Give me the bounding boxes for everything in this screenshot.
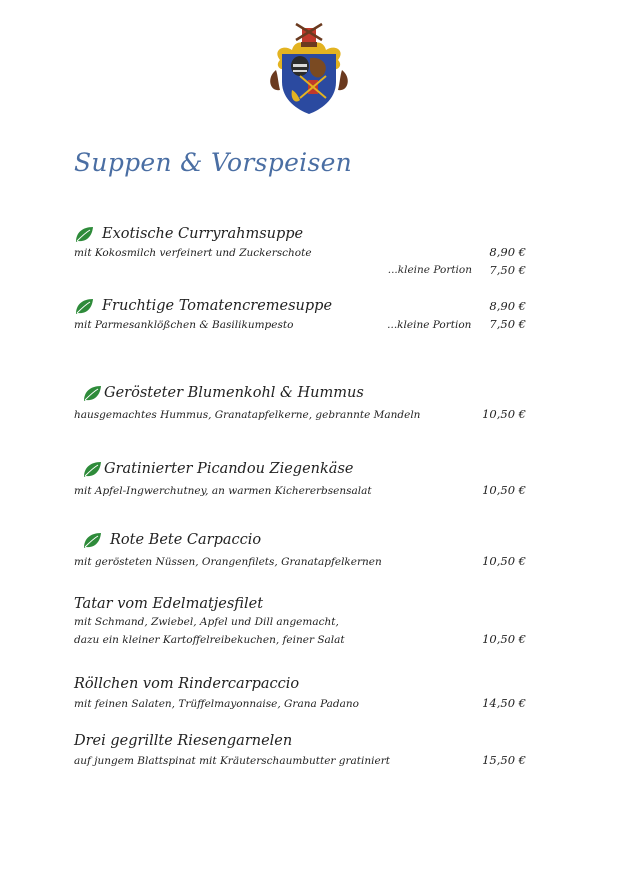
menu-item xyxy=(74,297,526,334)
small-portion-price: 7,50 € xyxy=(489,317,526,331)
item-description: mit Apfel-Ingwerchutney, an warmen Kichererbsensalat xyxy=(74,485,372,497)
windmill-coat-of-arms-icon xyxy=(266,20,352,116)
item-price: 15,50 € xyxy=(482,753,526,767)
item-description: hausgemachtes Hummus, Granatapfelkerne, gebrannte Mandeln xyxy=(74,409,421,421)
leaf-icon xyxy=(82,384,102,403)
leaf-icon xyxy=(74,297,94,316)
item-price: 8,90 € xyxy=(489,299,526,313)
item-description: dazu ein kleiner Kartoffelreibekuchen, feiner Salat xyxy=(74,634,345,646)
item-price: 8,90 € xyxy=(489,245,526,259)
item-description: mit feinen Salaten, Trüffelmayonnaise, Grana Padano xyxy=(74,698,359,710)
item-description: mit gerösteten Nüssen, Orangenfilets, Granatapfelkernen xyxy=(74,556,382,568)
item-price: 14,50 € xyxy=(482,696,526,710)
item-name: Röllchen vom Rindercarpaccio xyxy=(74,676,300,692)
item-price: 10,50 € xyxy=(482,632,526,646)
menu-item xyxy=(74,460,526,500)
menu-item xyxy=(74,732,526,770)
menu-item xyxy=(74,225,526,279)
item-name: Exotische Curryrahmsuppe xyxy=(102,226,304,242)
small-portion-price: 7,50 € xyxy=(489,263,526,277)
item-name: Rote Bete Carpaccio xyxy=(110,532,262,548)
item-name: Fruchtige Tomatencremesuppe xyxy=(102,298,333,314)
item-price: 10,50 € xyxy=(482,407,526,421)
item-name: Gerösteter Blumenkohl & Hummus xyxy=(104,385,364,401)
menu-item xyxy=(74,595,526,649)
item-name: Drei gegrillte Riesengarnelen xyxy=(74,733,293,749)
leaf-icon xyxy=(74,225,94,244)
leaf-icon xyxy=(82,531,102,550)
menu-item xyxy=(74,384,526,424)
item-description: mit Schmand, Zwiebel, Apfel und Dill angemacht, xyxy=(74,616,339,628)
menu-item xyxy=(74,531,526,571)
item-description: mit Kokosmilch verfeinert und Zuckerschote xyxy=(74,247,312,259)
item-description: auf jungem Blattspinat mit Kräuterschaumbutter gratiniert xyxy=(74,755,390,767)
item-price: 10,50 € xyxy=(482,554,526,568)
menu-item xyxy=(74,675,526,713)
item-description: mit Parmesanklößchen & Basilikumpesto xyxy=(74,319,294,331)
section-title: Suppen & Vorspeisen xyxy=(74,148,353,177)
item-name: Tatar vom Edelmatjesfilet xyxy=(74,596,264,612)
small-portion-label: ...kleine Portion xyxy=(387,264,472,276)
small-portion-label: ...kleine Portion xyxy=(387,319,472,331)
item-name: Gratinierter Picandou Ziegenkäse xyxy=(104,461,354,477)
leaf-icon xyxy=(82,460,102,479)
item-price: 10,50 € xyxy=(482,483,526,497)
